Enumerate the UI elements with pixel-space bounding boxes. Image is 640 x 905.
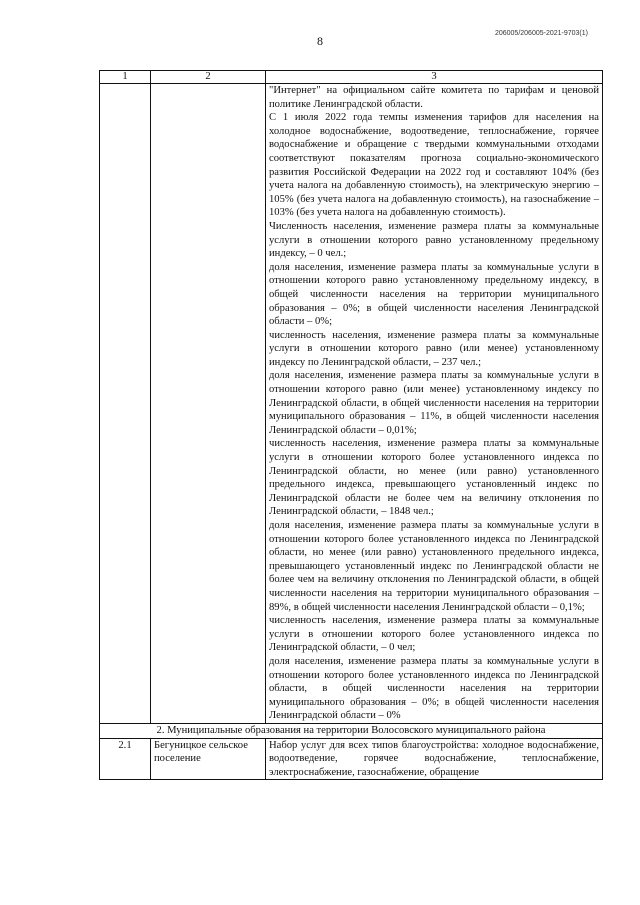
page-number: 8 [317,34,323,48]
paragraph: Численность населения, изменение размера платы за коммунальные услуги в отношении которого равно установленному предельному индексу, – 0 чел.; [269,220,599,260]
table-header-row [100,71,603,84]
paragraph: доля населения, изменение размера платы за коммунальные услуги в отношении которого равно установленному предельному индексу, в общей численности населения на территории муниципального образования – 0%; в общей численности населения Ленинградской области – 0%; [269,261,599,328]
section-row [100,723,603,738]
paragraph: доля населения, изменение размера платы за коммунальные услуги в отношении которого равно (или менее) установленному индексу по Ленинградской области, в общей численности населения на территории муниципального образования – 11%, в общей численности населения Ленинградской области – 0,01%; [269,370,599,436]
column-header-2: 2 [151,71,266,84]
paragraph: доля населения, изменение размера платы за коммунальные услуги в отношении которого более установленного индекса по Ленинградской области, в общей численности населения на территории муниципального образования – 0%; в общей численности населения Ленинградской области – 0% [269,655,599,722]
paragraph: "Интернет" на официальном сайте комитета по тарифам и ценовой политике Ленинградской области. [269,85,599,110]
column-header-3: 3 [266,71,603,84]
paragraph: С 1 июля 2022 года темпы изменения тарифов для населения на холодное водоснабжение, водоотведение, теплоснабжение, горячее водоснабжение и обращение с твердыми коммунальными отходами соответствуют показателям прогноза социально-экономического развития Российской Федерации на 2022 год и составляют 104% (без учета налога на добавленную стоимость), на электрическую энергию – 105% (без учета налога на добавленную стоимость), на газоснабжение – 103% (без учета налога на добавленную стоимость). [269,112,599,219]
document-id: 206005/206005-2021-9703(1) [494,30,588,37]
paragraph: численность населения, изменение размера платы за коммунальные услуги в отношении которого равно (или менее) установленному индексу по Ленинградской области, – 237 чел.; [269,329,599,368]
paragraph: численность населения, изменение размера платы за коммунальные услуги в отношении которого более установленного индекса по Ленинградской области, – 0 чел; [269,615,599,654]
table-row [100,738,603,780]
row-number: 2.1 [100,738,151,780]
section-title: 2. Муниципальные образования на территории Волосовского муниципального района [100,723,603,738]
row-text: Набор услуг для всех типов благоустройства: холодное водоснабжение, водоотведение, горячее водоснабжение, теплоснабжение, электроснабжение, газоснабжение, обращение [266,738,603,780]
municipality-name: Бегуницкое сельское поселение [151,738,266,780]
table-row-continued [100,84,603,724]
empty-name-cell [151,84,266,724]
continued-text-cell [266,84,603,724]
empty-number-cell [100,84,151,724]
column-header-1: 1 [100,71,151,84]
paragraph: численность населения, изменение размера платы за коммунальные услуги в отношении которого более установленного индекса по Ленинградской области, но менее (или равно) установленного предельного индекса, превышающего установленный индекс по Ленинградской области не более чем на величину отклонения по Ленинградской области, – 1848 чел.; [269,438,599,518]
document-table [99,70,603,780]
paragraph: доля населения, изменение размера платы за коммунальные услуги в отношении которого более установленного индекса по Ленинградской области, но менее (или равно) установленного предельного индекса, превышающего установленный индекс по Ленинградской области не более чем на величину отклонения по Ленинградской области, в общей численности населения на территории муниципального образования – 89%, в общей численности населения Ленинградской области – 0,1%; [269,520,599,613]
